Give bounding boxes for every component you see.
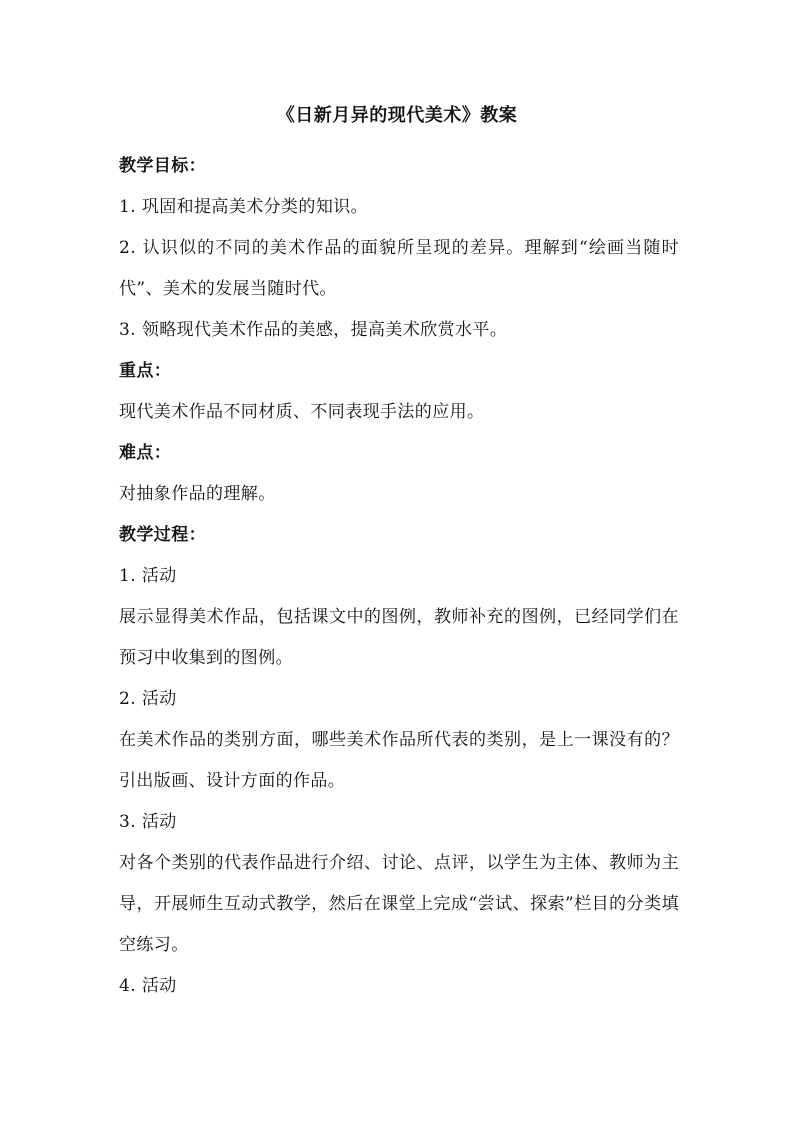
document-title: 《日新月异的现代美术》教案 <box>276 105 518 126</box>
objective-item-2: 2. 认识似的不同的美术作品的面貌所呈现的差异。理解到“绘画当随时代”、美术的发展当随时代。 <box>119 238 679 299</box>
difficulty-heading: 难点： <box>119 443 172 463</box>
objective-item-3: 3. 领略现代美术作品的美感，提高美术欣赏水平。 <box>119 320 508 340</box>
difficulty-text: 对抽象作品的理解。 <box>119 484 276 504</box>
key-point-text: 现代美术作品不同材质、不同表现手法的应用。 <box>119 402 485 422</box>
process-heading: 教学过程： <box>119 525 206 545</box>
document-body <box>119 146 679 1007</box>
process-step-4-label: 4. 活动 <box>119 976 177 996</box>
process-step-3-text: 对各个类别的代表作品进行介绍、讨论、点评，以学生为主体、教师为主导，开展师生互动式教学，然后在课堂上完成“尝试、探索”栏目的分类填空练习。 <box>119 853 679 955</box>
objectives-heading: 教学目标： <box>119 156 206 176</box>
objective-item-1: 1. 巩固和提高美术分类的知识。 <box>119 197 369 217</box>
process-step-3-label: 3. 活动 <box>119 812 177 832</box>
process-step-2-text: 在美术作品的类别方面，哪些美术作品所代表的类别，是上一课没有的？引出版画、设计方面的作品。 <box>119 730 679 791</box>
key-point-heading: 重点： <box>119 361 172 381</box>
process-step-1-label: 1. 活动 <box>119 566 177 586</box>
process-step-2-label: 2. 活动 <box>119 689 177 709</box>
process-step-1-text: 展示显得美术作品，包括课文中的图例，教师补充的图例，已经同学们在预习中收集到的图例。 <box>119 607 679 668</box>
